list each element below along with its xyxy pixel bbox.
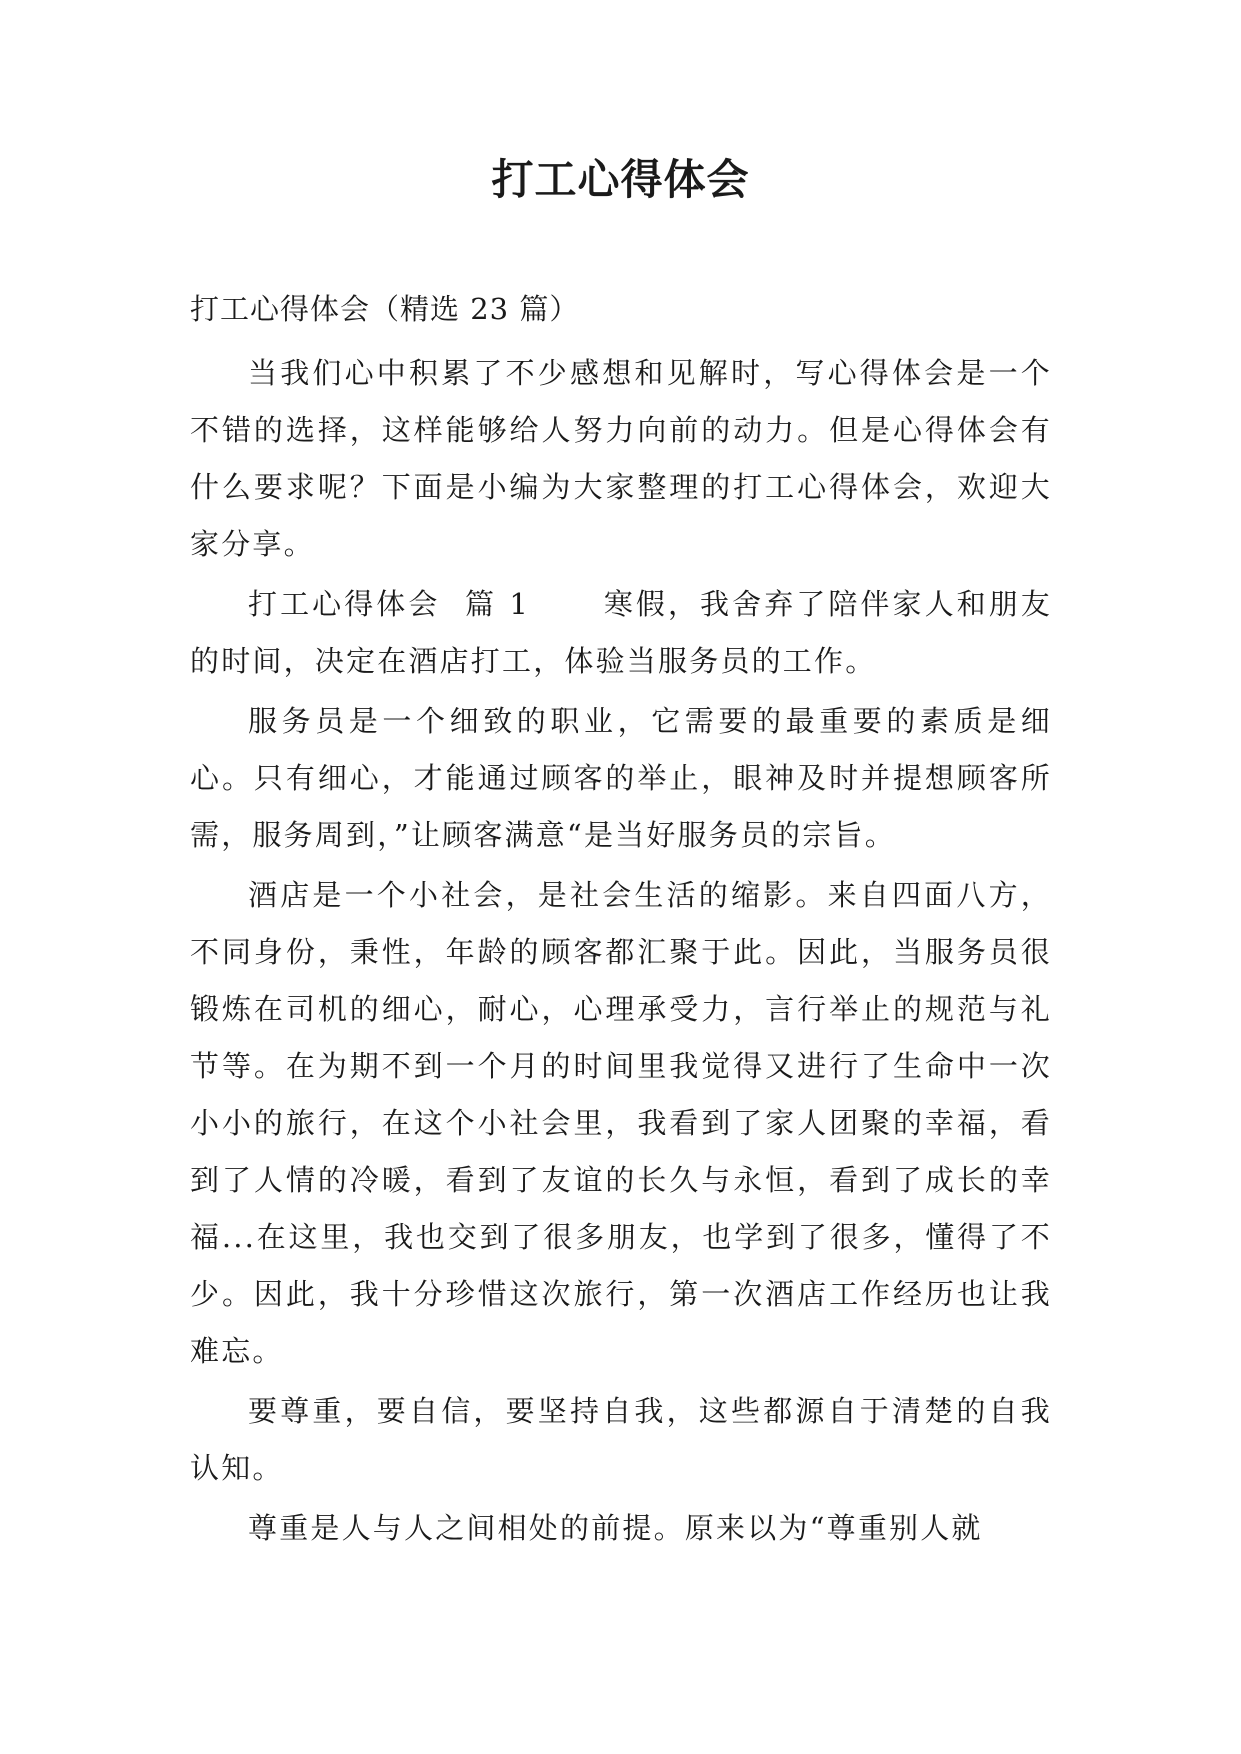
paragraph-5: 尊重是人与人之间相处的前提。原来以为“尊重别人就 <box>248 1511 983 1545</box>
paragraph-2: 服务员是一个细致的职业，它需要的最重要的素质是细心。只有细心，才能通过顾客的举止，眼神及时并提想顾客所需，服务周到，”让顾客满意“是当好服务员的宗旨。 <box>190 704 1052 852</box>
paragraph-1: 打工心得体会 篇 1 寒假，我舍弃了陪伴家人和朋友的时间，决定在酒店打工，体验当服务员的工作。 <box>190 587 1052 678</box>
document-subtitle: 打工心得体会（精选 23 篇） <box>190 292 580 326</box>
document-body <box>190 288 1052 1560</box>
document-title: 打工心得体会 <box>491 155 750 204</box>
paragraph-intro: 当我们心中积累了不少感想和见解时，写心得体会是一个不错的选择，这样能够给人努力向前的动力。但是心得体会有什么要求呢？下面是小编为大家整理的打工心得体会，欢迎大家分享。 <box>190 356 1052 561</box>
paragraph-3: 酒店是一个小社会，是社会生活的缩影。来自四面八方，不同身份，秉性，年龄的顾客都汇聚于此。因此，当服务员很锻炼在司机的细心，耐心，心理承受力，言行举止的规范与礼节等。在为期不到一个月的时间里我觉得又进行了生命中一次小小的旅行，在这个小社会里，我看到了家人团聚的幸福，看到了人情的冷暖，看到了友谊的长久与永恒，看到了成长的幸福...在这里，我也交到了很多朋友，也学到了很多，懂得了不少。因此，我十分珍惜这次旅行，第一次酒店工作经历也让我难忘。 <box>190 878 1052 1368</box>
paragraph-4: 要尊重，要自信，要坚持自我，这些都源自于清楚的自我认知。 <box>190 1394 1052 1485</box>
